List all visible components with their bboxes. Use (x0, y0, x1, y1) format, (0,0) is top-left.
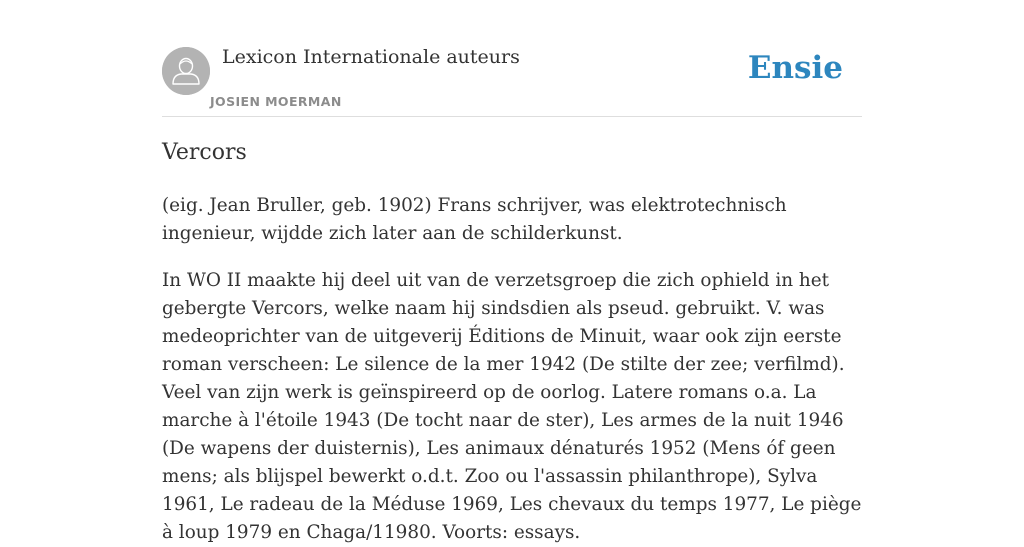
author-name[interactable]: JOSIEN MOERMAN (210, 94, 342, 109)
entry-title: Vercors (162, 140, 247, 165)
book-title-link[interactable]: Lexicon Internationale auteurs (222, 46, 520, 68)
page-container (162, 0, 862, 543)
page-header (162, 0, 862, 117)
user-avatar-icon[interactable] (162, 47, 210, 95)
entry-paragraph-2: In WO II maakte hij deel uit van de verzetsgroep die zich ophield in het gebergte Vercors, welke naam hij sindsdien als pseud. gebruikt. V. was medeoprichter van de uitgeverij Éditions de Minuit, waar ook zijn eerste roman verscheen: Le silence de la mer 1942 (De stilte der zee; verfilmd). Veel van zijn werk is geïnspireerd op de oorlog. Latere romans o.a. La marche à l'étoile 1943 (De tocht naar de ster), Les armes de la nuit 1946 (De wapens der duisternis), Les animaux dénaturés 1952 (Mens óf geen mens; als blijspel bewerkt o.d.t. Zoo ou l'assassin philanthrope), Sylva 1961, Le radeau de la Méduse 1969, Les chevaux du temps 1977, Le piège à loup 1979 en Chaga/11980. Voorts: essays. (162, 270, 862, 543)
entry-paragraph-1: (eig. Jean Bruller, geb. 1902) Frans schrijver, was elektrotechnisch ingenieur, wijdde zich later aan de schilderkunst. (162, 195, 787, 244)
ensie-logo[interactable]: Ensie (747, 50, 843, 86)
avatar-silhouette (162, 47, 210, 95)
